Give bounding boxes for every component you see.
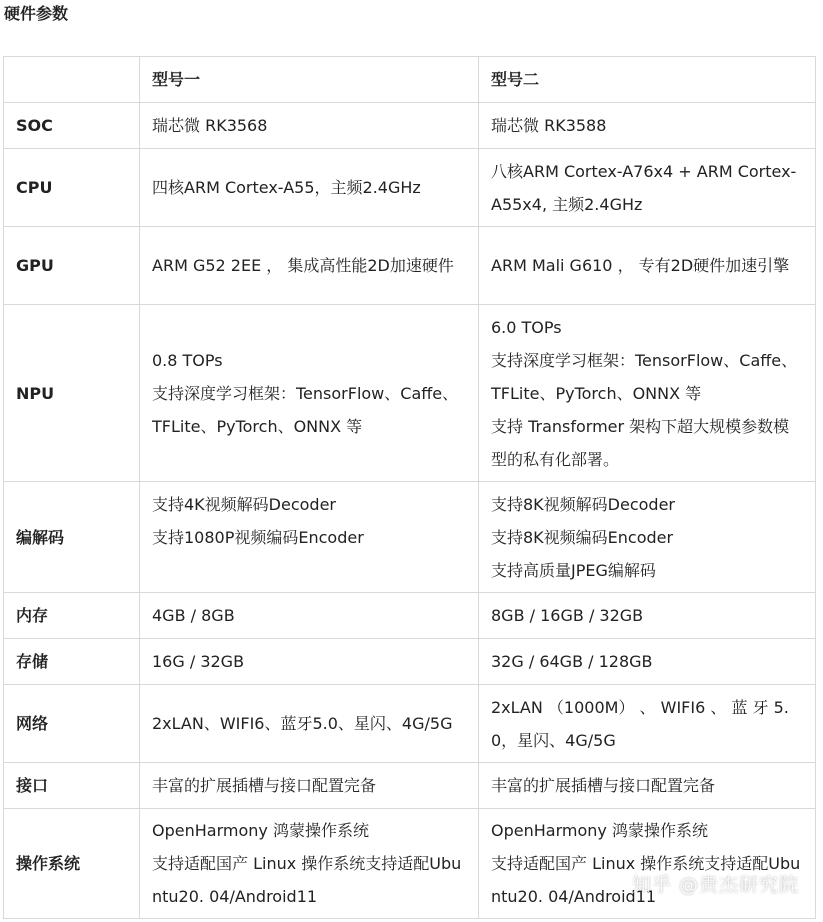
- cell-text: 6.0 TOPs: [491, 317, 562, 337]
- watermark-text: 知乎 @贵杰研究院: [632, 874, 800, 896]
- cell-text: 四核ARM Cortex-A55，主频2.4GHz: [152, 178, 421, 197]
- cell-text: 瑞芯微 RK3588: [491, 116, 607, 135]
- cell-text: 支持4K视频解码Decoder: [152, 495, 337, 514]
- row-label: 内存: [4, 593, 140, 639]
- row-label: GPU: [4, 227, 140, 305]
- table-row: [4, 103, 816, 149]
- cell-text: OpenHarmony 鸿蒙操作系统: [152, 821, 369, 840]
- row-label: 编解码: [4, 482, 140, 593]
- cell-text: 支持适配国产 Linux 操作系统支持适配Ubuntu20. 04/Android11: [152, 854, 462, 906]
- cell-text: 支持 Transformer 架构下超大规模参数模型的私有化部署。: [491, 416, 790, 469]
- row-label: 存储: [4, 639, 140, 685]
- cell-model-2: [479, 763, 816, 809]
- table-row: [4, 639, 816, 685]
- cell-model-1: [140, 227, 479, 305]
- cell-model-1: [140, 763, 479, 809]
- table-row: [4, 763, 816, 809]
- cell-model-2: [479, 482, 816, 593]
- header-cell-model-1: 型号一: [140, 57, 479, 103]
- cell-text: 支持8K视频解码Decoder: [491, 494, 676, 514]
- table-row: [4, 149, 816, 227]
- row-label: 接口: [4, 763, 140, 809]
- cell-text: 0.8 TOPs: [152, 350, 223, 370]
- table-row: [4, 227, 816, 305]
- cell-model-1: [140, 305, 479, 482]
- cell-text: 2xLAN、WIFI6、蓝牙5.0、星闪、4G/5G: [152, 714, 453, 733]
- cell-model-1: [140, 639, 479, 685]
- cell-text: 八核ARM Cortex-A76x4 + ARM Cortex-A55x4, 主频2.4GHz: [491, 161, 797, 214]
- cell-text: 32G / 64GB / 128GB: [491, 652, 653, 671]
- hardware-spec-table: [3, 56, 816, 919]
- header-cell-model-2: 型号二: [479, 57, 816, 103]
- page-title: 硬件参数: [4, 4, 69, 23]
- cell-model-2: [479, 149, 816, 227]
- header-cell-empty: [4, 57, 140, 103]
- cell-text: 支持适配国产 Linux 操作系统支持适配Ubuntu20. 04/Android11: [491, 854, 801, 906]
- cell-model-1: [140, 482, 479, 593]
- cell-model-2: [479, 103, 816, 149]
- cell-text: 8GB / 16GB / 32GB: [491, 606, 644, 625]
- table-row: [4, 305, 816, 482]
- table-row: [4, 685, 816, 763]
- cell-text: 支持高质量JPEG编解码: [491, 560, 656, 580]
- cell-text: ARM G52 2EE ， 集成高性能2D加速硬件: [152, 256, 454, 275]
- cell-text: 4GB / 8GB: [152, 606, 235, 625]
- cell-model-1: [140, 685, 479, 763]
- cell-text: ARM Mali G610 ， 专有2D硬件加速引擎: [491, 256, 790, 275]
- row-label: 操作系统: [4, 809, 140, 919]
- cell-text: 16G / 32GB: [152, 652, 245, 671]
- cell-text: 瑞芯微 RK3568: [152, 116, 268, 135]
- cell-model-2: [479, 809, 816, 919]
- cell-model-2: [479, 227, 816, 305]
- cell-text: 支持8K视频编码Encoder: [491, 527, 674, 547]
- cell-model-2: [479, 593, 816, 639]
- row-label: CPU: [4, 149, 140, 227]
- cell-model-1: [140, 809, 479, 919]
- cell-text: 支持深度学习框架：TensorFlow、Caffe、TFLite、PyTorch、ONNX 等: [152, 383, 459, 436]
- cell-text: OpenHarmony 鸿蒙操作系统: [491, 821, 708, 840]
- cell-text: 丰富的扩展插槽与接口配置完备: [152, 776, 377, 795]
- cell-model-1: [140, 103, 479, 149]
- cell-text: 2xLAN （1000M） 、 WIFI6 、 蓝 牙 5.0，星闪、4G/5G: [491, 697, 789, 750]
- row-label: NPU: [4, 305, 140, 482]
- cell-model-1: [140, 149, 479, 227]
- cell-model-2: [479, 305, 816, 482]
- table-row: [4, 593, 816, 639]
- cell-text: 丰富的扩展插槽与接口配置完备: [491, 776, 716, 795]
- table-row: [4, 482, 816, 593]
- cell-text: 支持深度学习框架：TensorFlow、Caffe、TFLite、PyTorch、ONNX 等: [491, 350, 798, 403]
- cell-model-2: [479, 639, 816, 685]
- row-label: 网络: [4, 685, 140, 763]
- cell-model-2: [479, 685, 816, 763]
- row-label: SOC: [4, 103, 140, 149]
- table-header-row: [4, 57, 816, 103]
- cell-text: 支持1080P视频编码Encoder: [152, 528, 364, 547]
- cell-model-1: [140, 593, 479, 639]
- table-row: [4, 809, 816, 919]
